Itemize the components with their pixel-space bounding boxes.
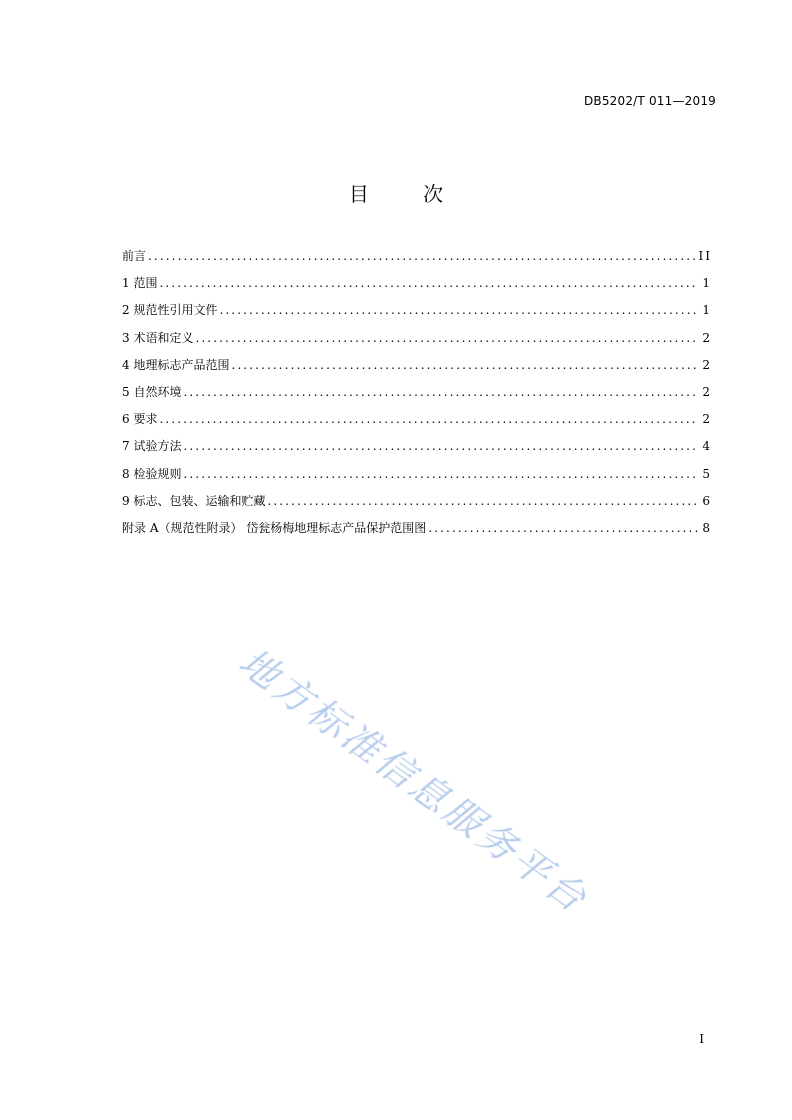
toc-entry-page: 2	[702, 384, 712, 399]
toc-entry-label: 前言	[122, 249, 147, 263]
table-of-contents	[122, 248, 712, 547]
toc-entry-page: 2	[702, 412, 712, 427]
page-title: 目 次	[348, 182, 468, 206]
toc-entry-label: 4 地理标志产品范围	[122, 357, 230, 372]
toc-dot-leader	[183, 466, 698, 482]
toc-entry-terms-definitions[interactable]	[122, 330, 712, 357]
watermark: 地方标准信息服务平台	[231, 639, 597, 923]
toc-dot-leader	[183, 438, 698, 454]
toc-dot-leader	[159, 275, 698, 291]
toc-entry-page: 2	[702, 357, 712, 372]
toc-entry-label: 6 要求	[122, 412, 158, 427]
toc-entry-page: 2	[702, 330, 712, 345]
toc-dot-leader	[219, 302, 698, 318]
toc-dot-leader	[148, 248, 695, 264]
toc-entry-label: 2 规范性引用文件	[122, 303, 218, 318]
toc-entry-marking-packaging[interactable]	[122, 493, 712, 520]
toc-entry-page: II	[698, 249, 712, 263]
toc-dot-leader	[159, 411, 698, 427]
toc-entry-normative-references[interactable]	[122, 302, 712, 329]
toc-entry-label: 8 检验规则	[122, 466, 182, 481]
toc-entry-page: 6	[702, 493, 712, 508]
toc-entry-inspection-rules[interactable]	[122, 466, 712, 493]
toc-dot-leader	[195, 330, 698, 346]
toc-entry-page: 1	[702, 303, 712, 318]
toc-entry-label: 5 自然环境	[122, 384, 182, 399]
toc-entry-scope[interactable]	[122, 275, 712, 302]
toc-dot-leader	[183, 384, 698, 400]
toc-entry-page: 1	[702, 276, 712, 291]
toc-dot-leader	[267, 493, 698, 509]
toc-entry-requirements[interactable]	[122, 411, 712, 438]
toc-entry-page: 8	[702, 520, 712, 535]
toc-entry-label: 9 标志、包装、运输和贮藏	[122, 493, 266, 508]
toc-entry-natural-environment[interactable]	[122, 384, 712, 411]
toc-entry-appendix-a[interactable]	[122, 520, 712, 547]
toc-dot-leader	[231, 357, 698, 373]
toc-entry-product-range[interactable]	[122, 357, 712, 384]
page-number: I	[699, 1032, 704, 1046]
toc-entry-label: 1 范围	[122, 276, 158, 291]
toc-entry-test-methods[interactable]	[122, 438, 712, 465]
document-code: DB5202/T 011—2019	[583, 94, 716, 108]
toc-entry-foreword[interactable]	[122, 248, 712, 275]
toc-entry-label: 附录 A（规范性附录） 岱瓮杨梅地理标志产品保护范围图	[122, 520, 427, 535]
toc-entry-page: 5	[702, 466, 712, 481]
toc-entry-label: 7 试验方法	[122, 439, 182, 454]
toc-entry-label: 3 术语和定义	[122, 330, 194, 345]
toc-dot-leader	[428, 520, 698, 536]
toc-entry-page: 4	[702, 439, 712, 454]
